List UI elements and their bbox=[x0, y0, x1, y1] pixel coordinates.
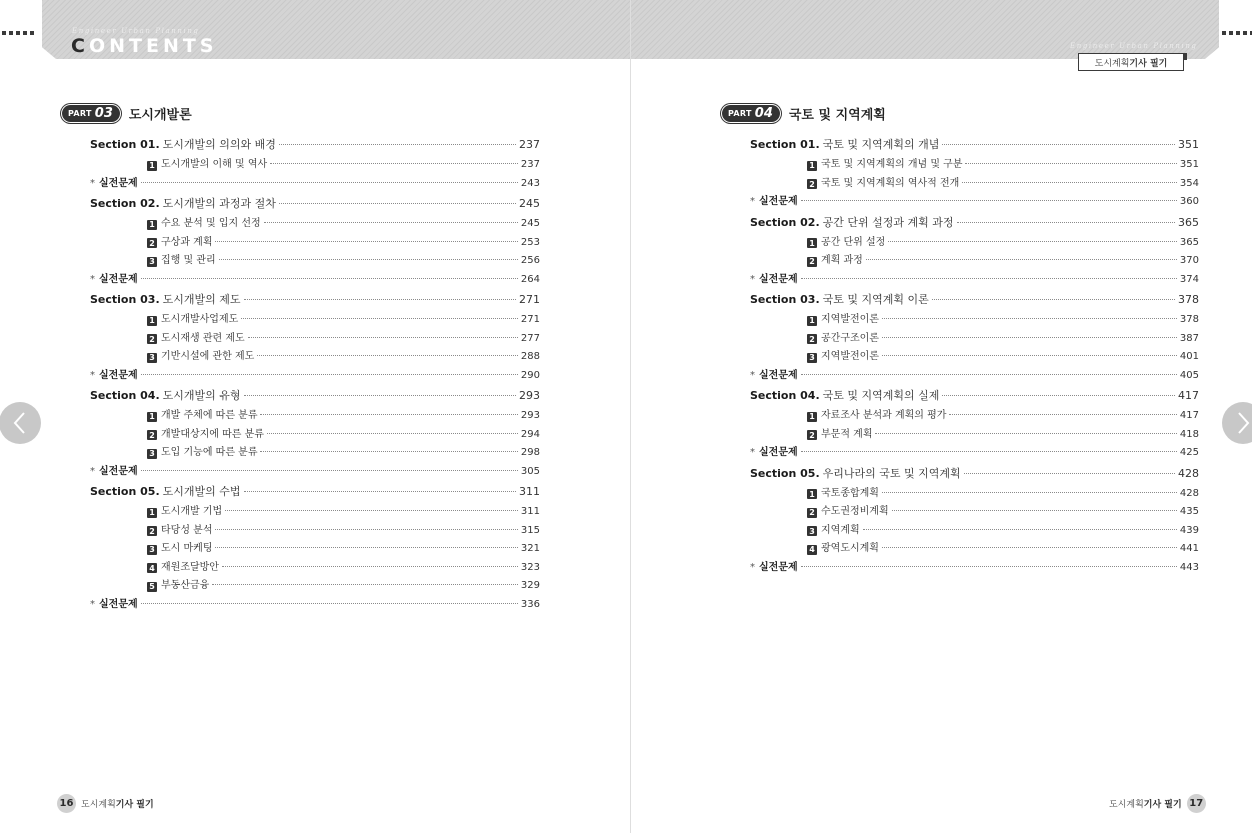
footer-right bbox=[1109, 794, 1206, 813]
item-number-badge: 3 bbox=[807, 526, 817, 536]
item-number-badge: 2 bbox=[147, 238, 157, 248]
contents-title: CONTENTS bbox=[71, 35, 218, 57]
header-subtitle-left: Engineer Urban Planning bbox=[72, 27, 200, 35]
item-title: 재원조달방안 bbox=[161, 561, 219, 573]
page-ref: 360 bbox=[1179, 196, 1199, 207]
page-ref: 237 bbox=[520, 159, 540, 170]
item-number-badge: 1 bbox=[147, 316, 157, 326]
prev-page-button[interactable] bbox=[0, 402, 41, 444]
dot-leader bbox=[801, 566, 1177, 567]
item-title: 지역계획 bbox=[821, 524, 860, 536]
item-number-badge: 2 bbox=[147, 430, 157, 440]
page-ref: 290 bbox=[520, 369, 540, 381]
item-title: 광역도시계획 bbox=[821, 543, 879, 554]
dot-leader bbox=[215, 241, 517, 242]
practice-marker-icon: * bbox=[750, 369, 755, 381]
practice-marker-icon: * bbox=[750, 561, 755, 573]
toc-item-row[interactable] bbox=[750, 174, 1199, 193]
dot-leader bbox=[244, 395, 516, 396]
dot-leader bbox=[882, 355, 1177, 356]
dot-leader bbox=[882, 318, 1177, 319]
page-ref: 336 bbox=[520, 598, 540, 610]
toc-section-row[interactable] bbox=[750, 136, 1199, 155]
toc-practice-row[interactable] bbox=[90, 270, 540, 289]
practice-title: 실전문제 bbox=[99, 598, 138, 610]
toc-section-row[interactable] bbox=[90, 291, 540, 310]
toc-item-row[interactable] bbox=[90, 406, 540, 425]
part-heading-right bbox=[722, 104, 886, 123]
dot-leader bbox=[875, 433, 1176, 434]
section-label: Section 05. bbox=[750, 466, 820, 480]
item-number-badge: 2 bbox=[147, 526, 157, 536]
item-number-badge: 3 bbox=[147, 545, 157, 555]
section-label: Section 02. bbox=[750, 215, 820, 229]
practice-marker-icon: * bbox=[750, 196, 755, 207]
practice-title: 실전문제 bbox=[99, 465, 138, 477]
toc-item-row[interactable] bbox=[90, 539, 540, 558]
section-title: 국토 및 지역계획의 개념 bbox=[822, 138, 940, 151]
item-title: 부문적 계획 bbox=[821, 428, 873, 440]
toc-item-row[interactable] bbox=[90, 310, 540, 329]
dot-leader bbox=[957, 222, 1175, 223]
item-title: 지역발전이론 bbox=[821, 314, 879, 325]
dot-leader bbox=[279, 203, 516, 204]
practice-marker-icon: * bbox=[90, 273, 95, 285]
dot-leader bbox=[882, 337, 1177, 338]
practice-marker-icon: * bbox=[90, 177, 95, 189]
page-ref: 253 bbox=[520, 236, 540, 248]
toc-practice-row[interactable] bbox=[90, 174, 540, 193]
item-title: 도입 기능에 따른 분류 bbox=[161, 447, 258, 458]
dot-leader bbox=[962, 182, 1177, 183]
toc-section-row[interactable] bbox=[90, 136, 540, 155]
item-title: 구상과 계획 bbox=[161, 236, 213, 248]
section-label: Section 05. bbox=[90, 485, 160, 498]
decor-dots-right bbox=[1222, 31, 1252, 35]
toc-practice-row[interactable] bbox=[750, 192, 1199, 211]
toc-section-row[interactable] bbox=[750, 465, 1199, 484]
page-ref: 441 bbox=[1179, 543, 1199, 554]
item-number-badge: 5 bbox=[147, 582, 157, 592]
page-ref: 351 bbox=[1179, 159, 1199, 170]
dot-leader bbox=[141, 374, 518, 375]
dot-leader bbox=[141, 182, 518, 183]
item-number-badge: 3 bbox=[807, 353, 817, 363]
practice-title: 실전문제 bbox=[99, 177, 138, 189]
section-label: Section 01. bbox=[90, 138, 160, 151]
item-title: 국토 및 지역계획의 개념 및 구분 bbox=[821, 159, 963, 170]
chevron-right-icon bbox=[1234, 411, 1252, 435]
page-ref: 288 bbox=[520, 351, 540, 362]
toc-practice-row[interactable] bbox=[750, 443, 1199, 462]
page-ref: 401 bbox=[1179, 351, 1199, 362]
page-ref: 323 bbox=[520, 561, 540, 573]
dot-leader bbox=[248, 337, 518, 338]
page-ref: 365 bbox=[1178, 215, 1199, 229]
item-title: 국토 및 지역계획의 역사적 전개 bbox=[821, 177, 960, 189]
page-ref: 378 bbox=[1179, 314, 1199, 325]
dot-leader bbox=[801, 451, 1177, 452]
toc-item-row[interactable] bbox=[90, 443, 540, 462]
item-title: 집행 및 관리 bbox=[161, 255, 216, 266]
page-number: 17 bbox=[1187, 794, 1206, 813]
item-title: 개발 주체에 따른 분류 bbox=[161, 410, 258, 421]
item-title: 도시 마케팅 bbox=[161, 543, 213, 554]
footer-left bbox=[57, 794, 154, 813]
toc-practice-row[interactable] bbox=[750, 366, 1199, 385]
section-label: Section 03. bbox=[750, 293, 820, 306]
toc-item-row[interactable] bbox=[750, 502, 1199, 521]
page-ref: 425 bbox=[1179, 447, 1199, 458]
practice-title: 실전문제 bbox=[759, 273, 798, 285]
section-title: 도시개발의 유형 bbox=[162, 389, 241, 402]
dot-leader bbox=[244, 491, 516, 492]
item-title: 공간구조이론 bbox=[821, 332, 879, 344]
practice-title: 실전문제 bbox=[759, 196, 798, 207]
section-label: Section 04. bbox=[90, 389, 160, 402]
section-title: 도시개발의 의의와 배경 bbox=[162, 138, 276, 151]
page-ref: 321 bbox=[520, 543, 540, 554]
item-number-badge: 3 bbox=[147, 449, 157, 459]
page-ref: 374 bbox=[1179, 273, 1199, 285]
practice-marker-icon: * bbox=[750, 273, 755, 285]
page-number: 16 bbox=[57, 794, 76, 813]
part-badge: PART 03 bbox=[62, 105, 120, 122]
practice-marker-icon: * bbox=[90, 598, 95, 610]
practice-title: 실전문제 bbox=[99, 369, 138, 381]
page-ref: 305 bbox=[520, 465, 540, 477]
practice-title: 실전문제 bbox=[759, 369, 798, 381]
page-ref: 271 bbox=[520, 314, 540, 325]
dot-leader bbox=[264, 222, 518, 223]
section-title: 도시개발의 수법 bbox=[162, 485, 241, 498]
page-ref: 418 bbox=[1179, 428, 1199, 440]
dot-leader bbox=[219, 259, 518, 260]
page-ref: 428 bbox=[1178, 466, 1199, 480]
item-number-badge: 1 bbox=[807, 238, 817, 248]
toc-item-row[interactable] bbox=[750, 406, 1199, 425]
dot-leader bbox=[863, 529, 1177, 530]
item-number-badge: 1 bbox=[147, 412, 157, 422]
item-number-badge: 2 bbox=[807, 179, 817, 189]
toc-item-row[interactable] bbox=[750, 155, 1199, 174]
item-number-badge: 1 bbox=[147, 220, 157, 230]
item-title: 지역발전이론 bbox=[821, 351, 879, 362]
item-title: 개발대상지에 따른 분류 bbox=[161, 428, 264, 440]
dot-leader bbox=[222, 566, 518, 567]
toc-item-row[interactable] bbox=[90, 425, 540, 444]
dot-leader bbox=[892, 510, 1177, 511]
toc-practice-row[interactable] bbox=[90, 462, 540, 481]
item-number-badge: 2 bbox=[807, 257, 817, 267]
practice-title: 실전문제 bbox=[759, 447, 798, 458]
toc-item-row[interactable] bbox=[750, 310, 1199, 329]
toc-practice-row[interactable] bbox=[750, 270, 1199, 289]
item-number-badge: 4 bbox=[147, 563, 157, 573]
toc-item-row[interactable] bbox=[90, 329, 540, 348]
page-ref: 351 bbox=[1178, 138, 1199, 151]
section-title: 도시개발의 제도 bbox=[162, 293, 241, 306]
toc-list-left bbox=[90, 136, 540, 613]
page-ref: 329 bbox=[520, 580, 540, 591]
item-title: 계획 과정 bbox=[821, 255, 863, 266]
item-title: 기반시설에 관한 제도 bbox=[161, 351, 255, 362]
page-ref: 256 bbox=[520, 255, 540, 266]
dot-leader bbox=[882, 492, 1177, 493]
practice-marker-icon: * bbox=[90, 369, 95, 381]
part-badge: PART 04 bbox=[722, 105, 780, 122]
page-ref: 428 bbox=[1179, 487, 1199, 499]
dot-leader bbox=[942, 144, 1175, 145]
section-label: Section 02. bbox=[90, 197, 160, 210]
dot-leader bbox=[215, 547, 517, 548]
item-title: 도시재생 관련 제도 bbox=[161, 332, 245, 344]
toc-item-row[interactable] bbox=[90, 521, 540, 540]
item-title: 자료조사 분석과 계획의 평가 bbox=[821, 410, 947, 421]
item-number-badge: 2 bbox=[147, 334, 157, 344]
page-ref: 245 bbox=[519, 197, 540, 210]
page-ref: 243 bbox=[520, 177, 540, 189]
page-ref: 417 bbox=[1179, 410, 1199, 421]
page-ref: 237 bbox=[519, 138, 540, 151]
practice-marker-icon: * bbox=[750, 447, 755, 458]
footer-book-title: 도시계획기사 필기 bbox=[81, 800, 154, 810]
item-number-badge: 1 bbox=[807, 161, 817, 171]
dot-leader bbox=[942, 395, 1175, 396]
section-label: Section 01. bbox=[750, 138, 820, 151]
dot-leader bbox=[257, 355, 518, 356]
page-ref: 315 bbox=[520, 524, 540, 536]
part-title: 국토 및 지역계획 bbox=[788, 108, 886, 123]
page-ref: 311 bbox=[519, 485, 540, 498]
item-number-badge: 1 bbox=[807, 489, 817, 499]
item-number-badge: 3 bbox=[147, 353, 157, 363]
toc-section-row[interactable] bbox=[750, 291, 1199, 310]
page-ref: 405 bbox=[1179, 369, 1199, 381]
practice-marker-icon: * bbox=[90, 465, 95, 477]
page-ref: 439 bbox=[1179, 524, 1199, 536]
toc-section-row[interactable] bbox=[750, 387, 1199, 406]
toc-item-row[interactable] bbox=[750, 521, 1199, 540]
dot-leader bbox=[801, 374, 1177, 375]
dot-leader bbox=[888, 241, 1177, 242]
toc-item-row[interactable] bbox=[90, 214, 540, 233]
toc-item-row[interactable] bbox=[750, 347, 1199, 366]
practice-title: 실전문제 bbox=[759, 561, 798, 573]
page-ref: 417 bbox=[1178, 389, 1199, 402]
section-title: 국토 및 지역계획의 실제 bbox=[822, 389, 940, 402]
page-ref: 378 bbox=[1178, 293, 1199, 306]
toc-item-row[interactable] bbox=[750, 329, 1199, 348]
toc-practice-row[interactable] bbox=[90, 595, 540, 614]
part-title: 도시개발론 bbox=[128, 108, 192, 123]
toc-section-row[interactable] bbox=[750, 214, 1199, 233]
toc-section-row[interactable] bbox=[90, 195, 540, 214]
section-title: 도시개발의 과정과 절차 bbox=[162, 197, 276, 210]
toc-item-row[interactable] bbox=[90, 576, 540, 595]
section-title: 공간 단위 설정과 계획 과정 bbox=[822, 215, 954, 229]
toc-item-row[interactable] bbox=[90, 502, 540, 521]
dot-leader bbox=[801, 200, 1177, 201]
item-title: 공간 단위 설정 bbox=[821, 236, 886, 248]
item-number-badge: 2 bbox=[807, 508, 817, 518]
section-label: Section 03. bbox=[90, 293, 160, 306]
item-number-badge: 2 bbox=[807, 430, 817, 440]
dot-leader bbox=[212, 584, 518, 585]
dot-leader bbox=[141, 470, 518, 471]
decor-dots-left bbox=[2, 31, 34, 35]
toc-section-row[interactable] bbox=[90, 387, 540, 406]
item-number-badge: 1 bbox=[147, 508, 157, 518]
dot-leader bbox=[215, 529, 517, 530]
item-title: 도시개발 기법 bbox=[161, 506, 223, 517]
page-ref: 293 bbox=[520, 410, 540, 421]
section-title: 우리나라의 국토 및 지역계획 bbox=[822, 466, 961, 480]
toc-item-row[interactable] bbox=[750, 251, 1199, 270]
dot-leader bbox=[241, 318, 518, 319]
dot-leader bbox=[965, 163, 1176, 164]
item-number-badge: 1 bbox=[807, 316, 817, 326]
page-ref: 293 bbox=[519, 389, 540, 402]
page-ref: 298 bbox=[520, 447, 540, 458]
toc-section-row[interactable] bbox=[90, 483, 540, 502]
toc-practice-row[interactable] bbox=[90, 366, 540, 385]
item-number-badge: 1 bbox=[807, 412, 817, 422]
dot-leader bbox=[267, 433, 518, 434]
toc-practice-row[interactable] bbox=[750, 558, 1199, 577]
toc-item-row[interactable] bbox=[90, 155, 540, 174]
dot-leader bbox=[141, 603, 518, 604]
dot-leader bbox=[141, 278, 518, 279]
dot-leader bbox=[279, 144, 516, 145]
book-title-tab: 도시계획 기사 필기 bbox=[1078, 53, 1184, 71]
toc-item-row[interactable] bbox=[90, 251, 540, 270]
toc-item-row[interactable] bbox=[750, 539, 1199, 558]
page-gutter bbox=[630, 0, 631, 833]
item-title: 타당성 분석 bbox=[161, 524, 213, 536]
next-page-button[interactable] bbox=[1222, 402, 1252, 444]
item-number-badge: 3 bbox=[147, 257, 157, 267]
page-ref: 435 bbox=[1179, 506, 1199, 517]
page-ref: 387 bbox=[1179, 332, 1199, 344]
toc-item-row[interactable] bbox=[90, 233, 540, 252]
dot-leader bbox=[801, 278, 1177, 279]
toc-item-row[interactable] bbox=[90, 347, 540, 366]
dot-leader bbox=[260, 451, 517, 452]
page-ref: 294 bbox=[520, 428, 540, 440]
footer-book-title: 도시계획기사 필기 bbox=[1109, 800, 1182, 810]
page-ref: 443 bbox=[1179, 561, 1199, 573]
item-number-badge: 4 bbox=[807, 545, 817, 555]
item-title: 수도권정비계획 bbox=[821, 506, 889, 517]
dot-leader bbox=[932, 299, 1175, 300]
page-ref: 370 bbox=[1179, 255, 1199, 266]
chevron-left-icon bbox=[11, 411, 29, 435]
page-ref: 277 bbox=[520, 332, 540, 344]
page-ref: 354 bbox=[1179, 177, 1199, 189]
toc-item-row[interactable] bbox=[90, 558, 540, 577]
part-heading-left bbox=[62, 104, 192, 123]
item-title: 국토종합계획 bbox=[821, 487, 879, 499]
item-number-badge: 1 bbox=[147, 161, 157, 171]
toc-item-row[interactable] bbox=[750, 484, 1199, 503]
practice-title: 실전문제 bbox=[99, 273, 138, 285]
page-ref: 245 bbox=[520, 218, 540, 229]
toc-item-row[interactable] bbox=[750, 233, 1199, 252]
item-title: 수요 분석 및 입지 선정 bbox=[161, 218, 261, 229]
item-number-badge: 2 bbox=[807, 334, 817, 344]
item-title: 도시개발사업제도 bbox=[161, 314, 239, 325]
section-title: 국토 및 지역계획 이론 bbox=[822, 293, 929, 306]
section-label: Section 04. bbox=[750, 389, 820, 402]
dot-leader bbox=[964, 473, 1175, 474]
book-tab-notch bbox=[1183, 53, 1187, 60]
item-title: 부동산금융 bbox=[161, 580, 210, 591]
toc-item-row[interactable] bbox=[750, 425, 1199, 444]
dot-leader bbox=[244, 299, 516, 300]
dot-leader bbox=[260, 414, 517, 415]
toc-list-right bbox=[750, 136, 1199, 576]
dot-leader bbox=[225, 510, 518, 511]
dot-leader bbox=[882, 547, 1177, 548]
page-ref: 264 bbox=[520, 273, 540, 285]
dot-leader bbox=[866, 259, 1177, 260]
dot-leader bbox=[270, 163, 518, 164]
item-title: 도시개발의 이해 및 역사 bbox=[161, 159, 268, 170]
page-ref: 271 bbox=[519, 293, 540, 306]
header-subtitle-right: Engineer Urban Planning bbox=[1070, 42, 1198, 50]
header-banner-right bbox=[631, 0, 1219, 59]
page-ref: 311 bbox=[520, 506, 540, 517]
page-ref: 365 bbox=[1179, 236, 1199, 248]
dot-leader bbox=[949, 414, 1176, 415]
